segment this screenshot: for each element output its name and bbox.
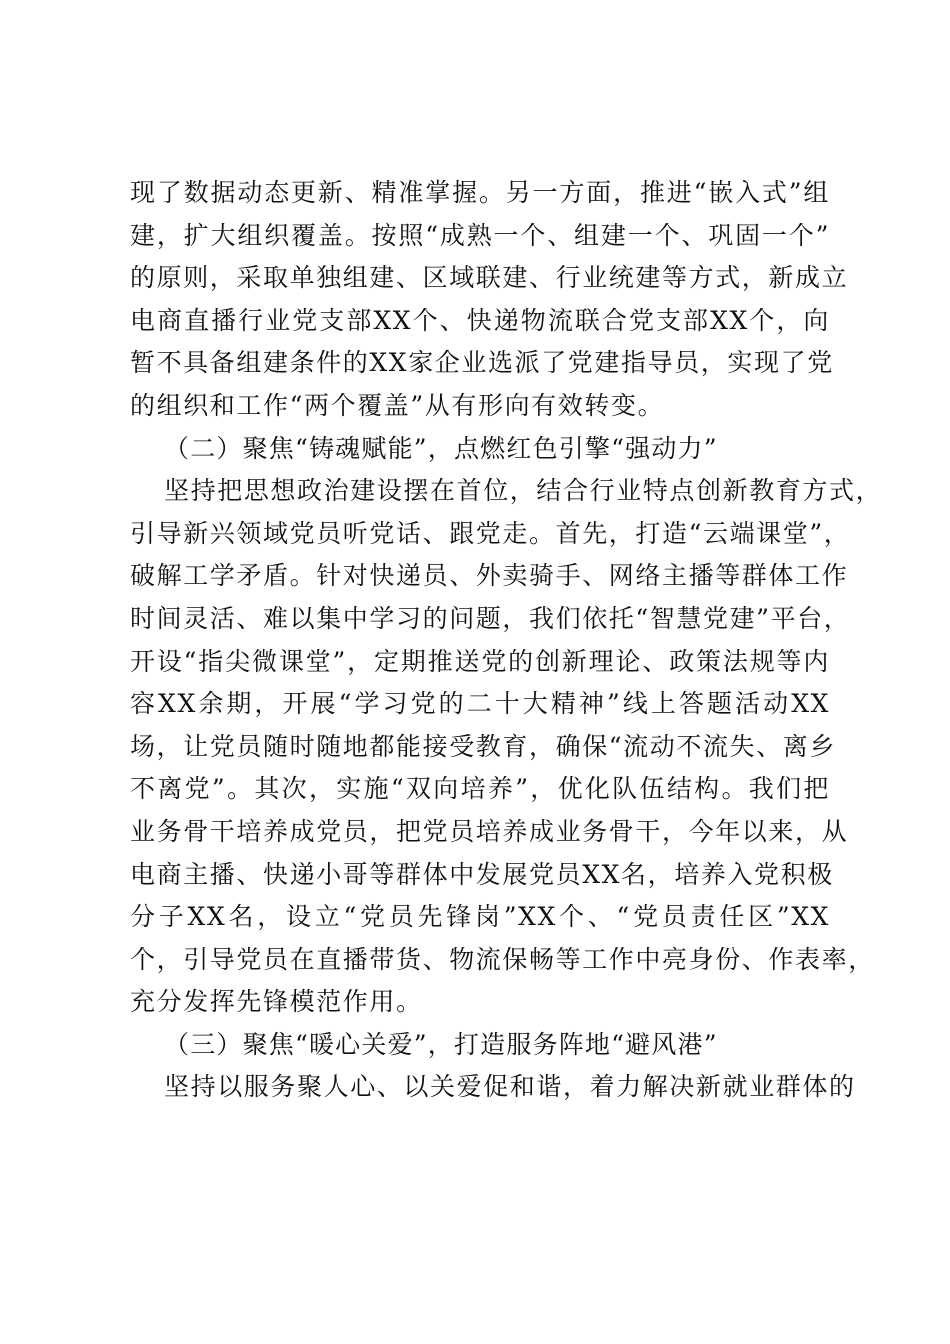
text-line: 容XX余期，开展“学习党的二十大精神”线上答题活动XX xyxy=(130,689,830,719)
text-line: 坚持把思想政治建设摆在首位，结合行业特点创新教育方式， xyxy=(164,476,883,506)
paragraph-continuation xyxy=(130,172,849,428)
paragraph xyxy=(130,470,883,1024)
text-line: 个，引导党员在直播带货、物流保畅等工作中亮身份、作表率， xyxy=(130,944,875,974)
text-line: 引导新兴领域党员听党话、跟党走。首先，打造“云端课堂”， xyxy=(130,518,851,548)
text-line: 业务骨干培养成党员，把党员培养成业务骨干，今年以来，从 xyxy=(130,816,849,846)
text-line: 充分发挥先锋模范作用。 xyxy=(130,987,423,1017)
text-line: 电商主播、快递小哥等群体中发展党员XX名，培养入党积极 xyxy=(130,859,834,889)
text-line: 开设“指尖微课堂”，定期推送党的创新理论、政策法规等内 xyxy=(130,646,830,676)
text-line: 破解工学矛盾。针对快递员、外卖骑手、网络主播等群体工作 xyxy=(130,561,849,591)
text-line: 时间灵活、难以集中学习的问题，我们依托“智慧党建”平台， xyxy=(130,603,851,633)
text-line: 的原则，采取单独组建、区域联建、行业统建等方式，新成立 xyxy=(130,263,849,293)
text-line: 场，让党员随时随地都能接受教育，确保“流动不流失、离乡 xyxy=(130,731,836,761)
text-line: 暂不具备组建条件的XX家企业选派了党建指导员，实现了党 xyxy=(130,348,834,378)
text-line: 坚持以服务聚人心、以关爱促和谐，着力解决新就业群体的 xyxy=(164,1072,856,1102)
text-line: 电商直播行业党支部XX个、快递物流联合党支部XX个，向 xyxy=(130,305,830,335)
text-line: 不离党”。其次，实施“双向培养”，优化队伍结构。我们把 xyxy=(130,774,830,804)
text-line: 现了数据动态更新、精准掌握。另一方面，推进“嵌入式”组 xyxy=(130,178,830,207)
text-line: 的组织和工作“两个覆盖”从有形向有效转变。 xyxy=(130,390,665,420)
section-heading-2: （二）聚焦“铸魂赋能”，点燃红色引擎“强动力” xyxy=(164,433,718,463)
text-line: 建，扩大组织覆盖。按照“成熟一个、组建一个、巩固一个” xyxy=(130,220,830,250)
paragraph xyxy=(130,1066,856,1109)
document-page xyxy=(130,172,883,1109)
section-heading-3: （三）聚焦“暖心关爱”，打造服务阵地“避风港” xyxy=(164,1029,718,1059)
text-line: 分子XX名，设立“党员先锋岗”XX个、“党员责任区”XX xyxy=(130,902,830,932)
